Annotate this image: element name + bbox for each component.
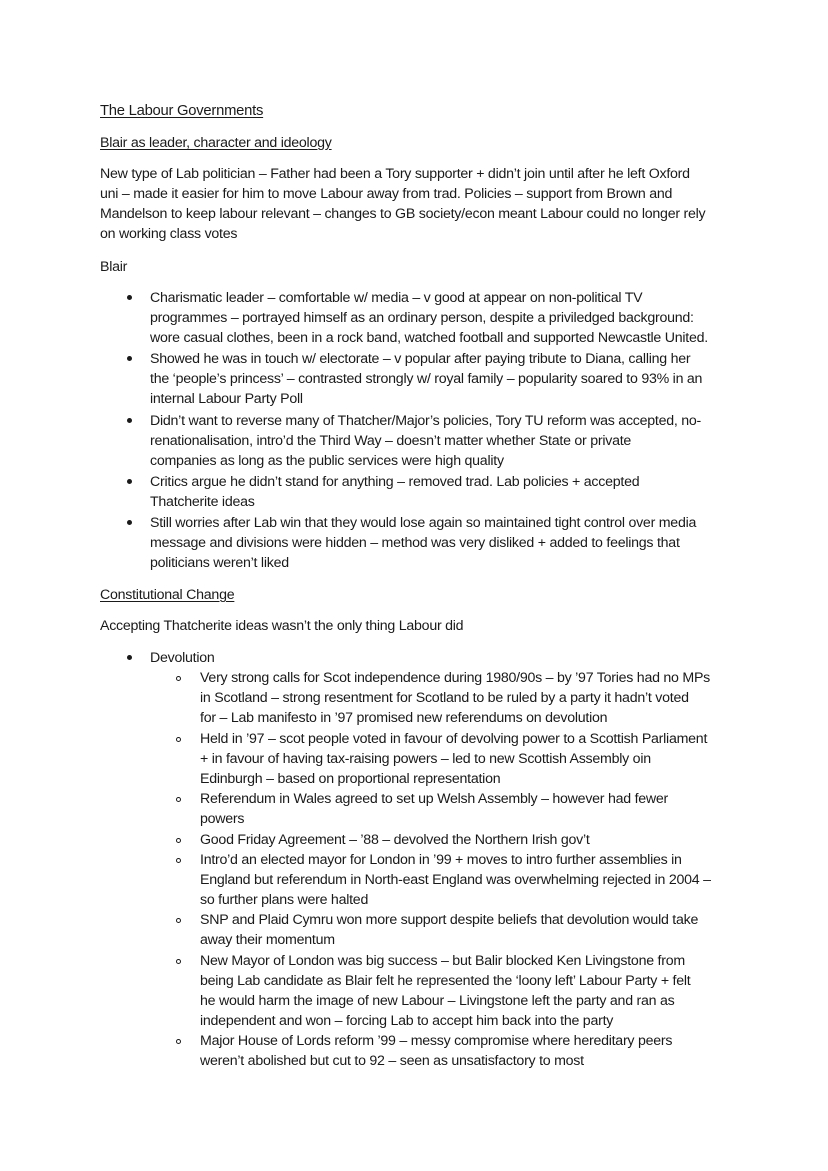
paragraph-line: on working class votes <box>100 226 238 242</box>
bullet-circle-icon <box>176 858 181 863</box>
list-item-line: Referendum in Wales agreed to set up Welsh Assembly – however had fewer <box>200 791 669 807</box>
list-item-line: wore casual clothes, been in a rock band, watched football and supported Newcastle United. <box>150 330 708 346</box>
list-item-line: Held in ’97 – scot people voted in favour of devolving power to a Scottish Parliament <box>200 731 708 747</box>
bullet-dot-icon <box>127 479 132 484</box>
bullet-circle-icon <box>176 918 181 923</box>
bullet-dot-icon <box>127 295 132 300</box>
list-item-label: Devolution <box>150 650 215 666</box>
bullet-circle-icon <box>176 959 181 964</box>
list-item-line: Edinburgh – based on proportional representation <box>200 771 501 787</box>
list-item-line: Charismatic leader – comfortable w/ media – v good at appear on non-political TV <box>150 290 643 306</box>
bullet-circle-icon <box>176 1039 181 1044</box>
list-item-line: the ‘people’s princess’ – contrasted strongly w/ royal family – popularity soared to 93% in an <box>150 371 703 387</box>
section-heading-blair: Blair as leader, character and ideology <box>100 135 332 151</box>
document-title: The Labour Governments <box>100 103 264 119</box>
list-item-line: renationalisation, intro’d the Third Way – doesn’t matter whether State or private <box>150 433 632 449</box>
list-item-line: so further plans were halted <box>200 892 369 908</box>
list-item-line: Thatcherite ideas <box>150 494 255 510</box>
list-item-line: companies as long as the public services were high quality <box>150 453 504 469</box>
list-item-line: in Scotland – strong resentment for Scotland to be ruled by a party it hadn’t voted <box>200 690 689 706</box>
list-item-line: Showed he was in touch w/ electorate – v popular after paying tribute to Diana, calling her <box>150 351 691 367</box>
list-item-line: away their momentum <box>200 932 335 948</box>
section-intro: Accepting Thatcherite ideas wasn’t the only thing Labour did <box>100 618 464 634</box>
bullet-circle-icon <box>176 838 181 843</box>
list-item-line: Very strong calls for Scot independence during 1980/90s – by ’97 Tories had no MPs <box>200 670 711 686</box>
bullet-dot-icon <box>127 520 132 525</box>
list-item-line: SNP and Plaid Cymru won more support despite beliefs that devolution would take <box>200 912 699 928</box>
list-item-line: message and divisions were hidden – method was very disliked + added to feelings that <box>150 535 680 551</box>
list-item-line: powers <box>200 811 245 827</box>
list-item-line: internal Labour Party Poll <box>150 391 303 407</box>
list-item-line: Major House of Lords reform ’99 – messy compromise where hereditary peers <box>200 1033 673 1049</box>
list-item-line: Intro’d an elected mayor for London in ’99 + moves to intro further assemblies in <box>200 852 682 868</box>
list-item-line: New Mayor of London was big success – but Balir blocked Ken Livingstone from <box>200 953 685 969</box>
bullet-circle-icon <box>176 676 181 681</box>
bullet-circle-icon <box>176 797 181 802</box>
paragraph-line: uni – made it easier for him to move Labour away from trad. Policies – support from Brown and <box>100 186 673 202</box>
list-item-line: Good Friday Agreement – ’88 – devolved the Northern Irish gov’t <box>200 832 590 848</box>
list-item-line: Critics argue he didn’t stand for anything – removed trad. Lab policies + accepted <box>150 474 640 490</box>
subheading-blair: Blair <box>100 259 128 275</box>
list-item-line: Still worries after Lab win that they would lose again so maintained tight control over media <box>150 515 697 531</box>
bullet-dot-icon <box>127 418 132 423</box>
list-item-line: + in favour of having tax-raising powers – led to new Scottish Assembly oin <box>200 751 651 767</box>
list-item-line: for – Lab manifesto in ’97 promised new referendums on devolution <box>200 710 608 726</box>
list-item-line: England but referendum in North-east England was overwhelming rejected in 2004 – <box>200 872 711 888</box>
paragraph-line: Mandelson to keep labour relevant – changes to GB society/econ meant Labour could no longer rely <box>100 206 706 222</box>
bullet-circle-icon <box>176 737 181 742</box>
list-item-line: programmes – portrayed himself as an ordinary person, despite a priviledged background: <box>150 310 694 326</box>
list-item-line: weren’t abolished but cut to 92 – seen as unsatisfactory to most <box>200 1053 584 1069</box>
list-item-line: politicians weren’t liked <box>150 555 289 571</box>
list-item-line: independent and won – forcing Lab to accept him back into the party <box>200 1013 614 1029</box>
list-item-line: he would harm the image of new Labour – Livingstone left the party and ran as <box>200 993 675 1009</box>
bullet-dot-icon <box>127 655 132 660</box>
list-item-line: being Lab candidate as Blair felt he represented the ‘loony left’ Labour Party + felt <box>200 973 691 989</box>
paragraph-line: New type of Lab politician – Father had been a Tory supporter + didn’t join until after he left Oxford <box>100 166 690 182</box>
section-heading-constitutional-change: Constitutional Change <box>100 587 235 603</box>
list-item-line: Didn’t want to reverse many of Thatcher/Major’s policies, Tory TU reform was accepted, no- <box>150 413 702 429</box>
bullet-dot-icon <box>127 356 132 361</box>
